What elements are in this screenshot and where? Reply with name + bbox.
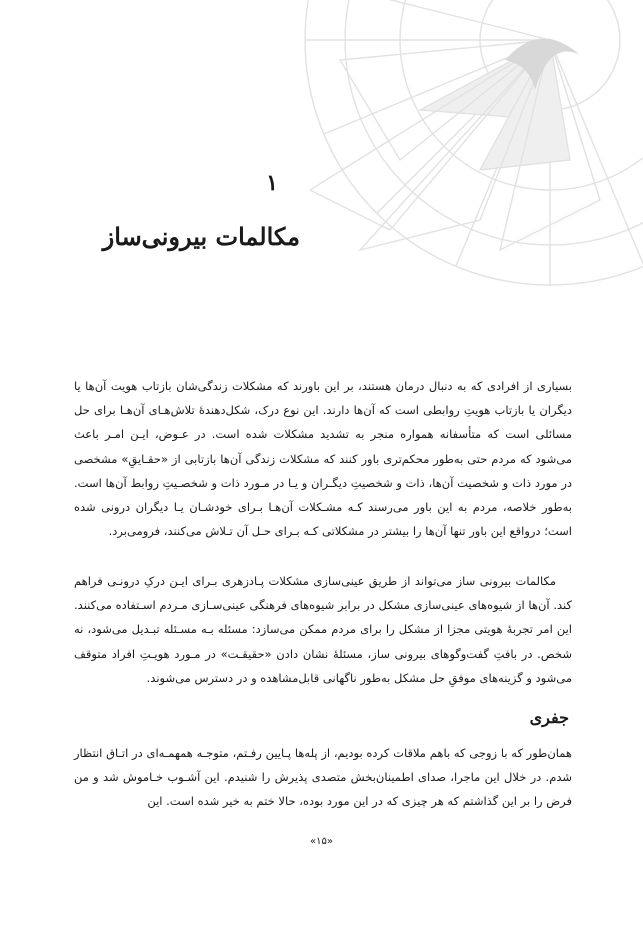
paragraph-text: بسیاری از افرادی که به دنبال درمان هستند، بر این باورند که مشکلات زندگی‌شان بازتاب هویت آن‌ها یا دیگران یا بازتاب هویتِ روابطی است که آن‌ها دارند. این نوع درک، شکل‌دهندهٔ تلاش‌هـای آن‌هـا برای حل مسائلی است که متأسفانه همواره منجر به تشدید مشکلات شده است. در عـوض، ایـن امـر باعث می‌شود که مردم حتی به‌طور محکم‌تری باور کنند که مشکلات زندگی آن‌ها بازتابی از «حقـایقِ» مشخصی در مورد ذات و شخصیت آن‌ها، ذات و شخصیتِ دیگـران و یـا در مـورد ذات و شخصـیتِ روابط آن‌ها است. به‌طور خلاصه، مردم به این باور می‌رسند کـه مشـکلات آن‌هـا بـرای خودشـان یـا دیگران درونی شده است؛ درواقع این باور تنها آن‌ها را بیشتر در مشکلاتی کـه بـرای حـل آن تـلاش می‌کنند، فرومی‌برد. <box>74 379 572 539</box>
chapter-number: ۱ <box>266 170 278 196</box>
page-number: «۱۵» <box>310 836 333 847</box>
body-paragraph <box>74 569 572 690</box>
paragraph-text: همان‌طور که با زوجی که باهم ملاقات کرده بودیم، از پله‌ها پـایین رفـتم، متوجـه همهمـه‌ای در اتـاق انتظار شدم. در خلال این ماجرا، صدای اطمینان‌بخش متصدی پذیرش را شنیدم. این آشـوب خـاموش شد و من فرض را بر این گذاشتم که هر چیزی که در این مورد بوده، حالا ختم به خیر شده است. این <box>74 746 572 809</box>
chapter-title: مکالمات بیرونی‌ساز <box>102 222 300 251</box>
decorative-compass-ornament <box>250 0 643 320</box>
body-paragraph <box>74 741 572 814</box>
paragraph-text: مکالمات بیرونی ساز می‌تواند از طریق عینی‌سازی مشکلات پـادزهری بـرای ایـن درکِ درونـی فراهم کند. آن‌ها از شیوه‌های عینی‌سازی مشکل در برابر شیوه‌های فرهنگی عینی‌سـازی مـردم اسـتفاده می‌کنند. این امر تجربهٔ هویتی مجزا از مشکل را برای مردم ممکن می‌سازد: مسئله بـه مسـئله تبـدیل می‌شود، نه شخص. در بافتِ گفت‌وگوهای بیرونی ساز، مسئلهٔ نشان دادن «حقیقـت» در مـورد هویـتِ افراد متوقف می‌شود و گزینه‌های موفقِ حل مشکل به‌طور ناگهانی قابل‌مشاهده و در دسترس می‌شوند. <box>74 574 572 685</box>
section-heading: جفری <box>529 708 569 727</box>
body-paragraph <box>74 374 572 543</box>
